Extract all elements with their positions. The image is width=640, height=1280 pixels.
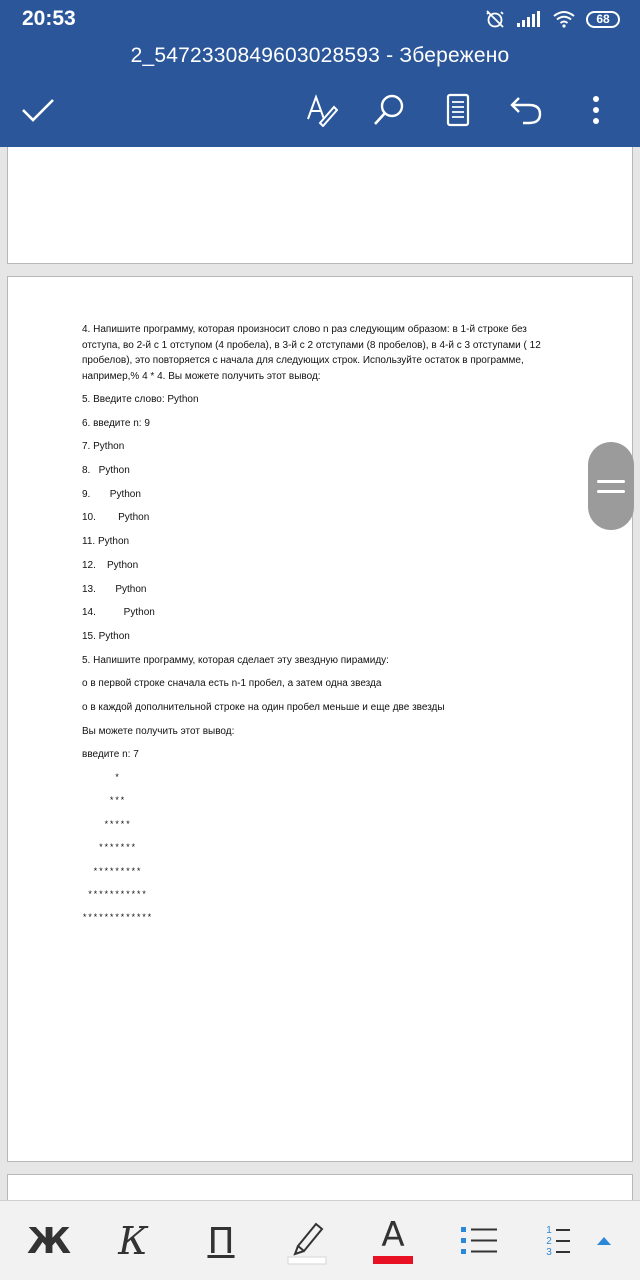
status-time: 20:53 [22,7,76,30]
scroll-handle[interactable] [588,442,634,530]
search-icon[interactable] [367,88,411,132]
undo-icon[interactable] [504,88,548,132]
signal-icon [516,10,542,28]
checkmark-icon[interactable] [16,88,60,132]
mobile-view-icon[interactable] [436,88,480,132]
star-row: ******* [82,843,137,854]
document-line: Вы можете получить этот вывод: [82,725,235,737]
star-row: ***** [82,819,131,830]
document-line: o в каждой дополнительной строке на один пробел меньше и еще две звезды [82,701,445,713]
bold-button[interactable]: Ж [26,1220,72,1262]
numbered-list-lines-icon [556,1224,570,1258]
alarm-off-icon [484,8,506,30]
document-line: 12. Python [82,559,139,571]
document-title: 2_5472330849603028593 - Збережено [130,44,510,67]
document-line: 14. Python [82,607,155,619]
document-line: 11. Python [82,536,130,548]
document-line: o в первой строке сначала есть n-1 пробел, а затем одна звезда [82,678,382,690]
document-line: 7. Python [82,441,125,453]
app-bar [0,0,640,147]
document-line: 6. введите n: 9 [82,417,150,429]
document-page [7,147,633,264]
document-line: 13. Python [82,583,147,595]
star-pyramid [82,771,562,935]
bullet-list-icon [459,1223,499,1259]
bullet-list-button[interactable] [456,1213,502,1269]
font-color-swatch [373,1256,413,1264]
status-icons [484,8,620,30]
star-row: *** [82,796,126,807]
format-bar [0,1200,640,1280]
highlighter-icon [284,1216,330,1266]
document-page[interactable] [7,276,633,1162]
document-line: 15. Python [82,630,130,642]
star-row: ************* [82,913,153,924]
underline-button[interactable]: П [207,1220,235,1262]
star-row: * [82,773,120,783]
document-line: 9. Python [82,488,141,500]
highlight-button[interactable] [284,1213,330,1269]
wifi-icon [552,10,576,28]
document-line: введите n: 7 [82,749,139,761]
list-number: 1 [546,1224,552,1236]
handle-line [597,480,625,483]
list-number: 3 [546,1246,552,1258]
font-color-button[interactable] [370,1213,416,1269]
document-line: 5. Напишите программу, которая сделает эту звездную пирамиду: [82,654,389,666]
italic-button[interactable]: К [118,1219,148,1263]
document-line: 5. Введите слово: Python [82,394,199,405]
list-number: 2 [546,1235,552,1247]
star-row: ********* [82,866,142,877]
task-paragraph: 4. Напишите программу, которая произносит слово n раз следующим образом: в 1-й строке без отступа, во 2-й с 1 отступом (4 пробела), в 3-й с 2 отступами (8 пробелов), в 4-й с 3 отступами ( 12 пробелов), это повторяется с начала для следующих строк. Используйте остаток в программе, например,% 4 * 4. Вы можете получить этот вывод: [82,324,541,382]
star-row: *********** [82,889,147,900]
expand-arrow-icon[interactable] [586,1213,622,1269]
battery-icon [586,11,620,28]
document-line: 10. Python [82,512,150,524]
numbered-list-button[interactable] [540,1213,576,1269]
font-color-letter: A [381,1215,405,1255]
handle-line [597,490,625,493]
document-content [82,322,562,935]
draw-pen-icon[interactable] [299,88,343,132]
more-icon[interactable] [574,88,618,132]
battery-level: 68 [596,12,610,26]
document-line: 8. Python [82,465,130,477]
document-lines [82,392,562,771]
